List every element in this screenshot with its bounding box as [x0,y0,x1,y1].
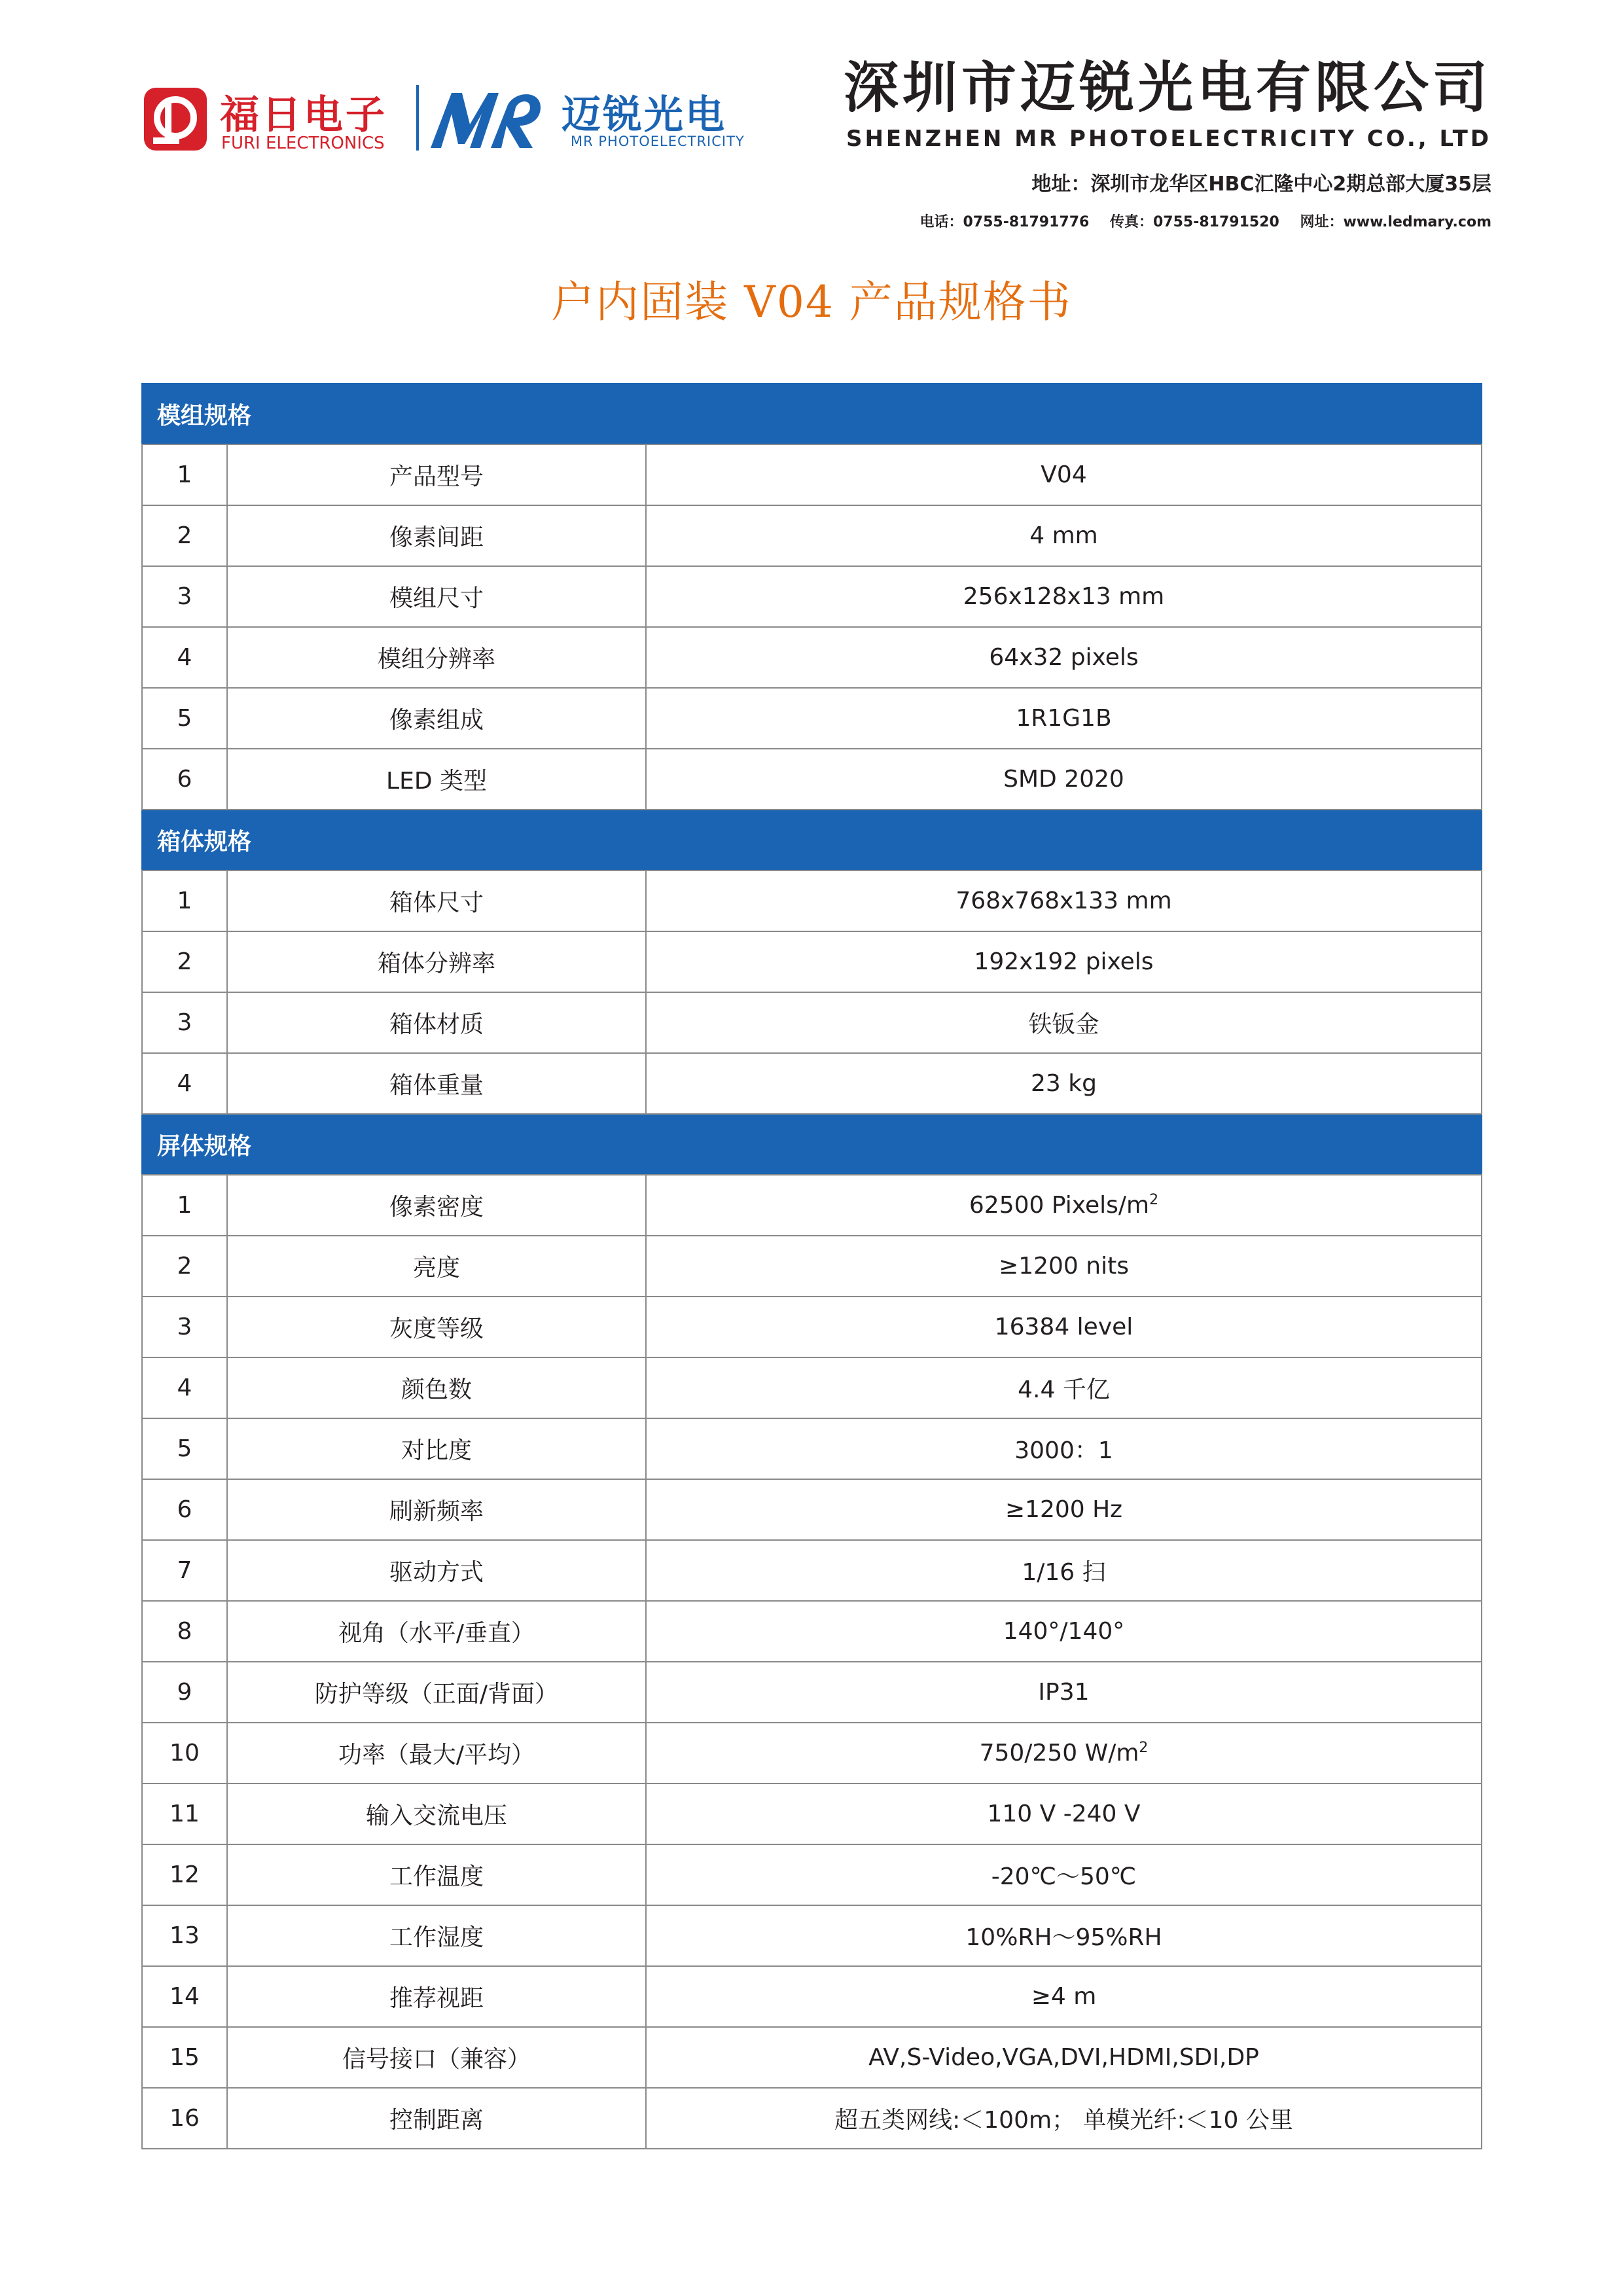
spec-value-cell [646,1479,1482,1540]
spec-value-cell [646,1966,1482,2027]
table-row [142,688,1482,749]
spec-value: 超五类网线:＜100m； 单模光纤:＜10 公里 [834,2107,1293,2134]
table-row [142,1418,1482,1479]
section-heading: 屏体规格 [142,1114,1482,1175]
company-name-en: SHENZHEN MR PHOTOELECTRICITY CO., LTD [846,126,1491,152]
spec-value-cell [646,1175,1482,1236]
table-row [142,1236,1482,1297]
spec-value: SMD 2020 [1003,766,1124,793]
spec-value-cell [646,1723,1482,1784]
company-phone: 电话：0755-81791776 [919,214,1090,230]
spec-value-cell [646,749,1482,810]
table-row [142,444,1482,505]
spec-value: 4.4 千亿 [1018,1376,1110,1403]
spec-value: -20℃～50℃ [991,1863,1137,1890]
furi-logo-cn: 福日电子 [220,92,387,138]
table-row [142,627,1482,688]
table-row [142,1905,1482,1966]
row-number: 8 [142,1601,227,1662]
spec-name: 刷新频率 [227,1479,646,1540]
spec-value-cell [646,992,1482,1053]
logo-divider [416,85,419,151]
row-number: 15 [142,2027,227,2088]
spec-value-cell [646,1357,1482,1418]
spec-value: 铁钣金 [1028,1011,1099,1038]
mr-logo [424,80,751,158]
spec-name: LED 类型 [227,749,646,810]
spec-name: 输入交流电压 [227,1784,646,1844]
table-row [142,1175,1482,1236]
spec-value: 768x768x133 mm [955,888,1172,914]
spec-name: 箱体分辨率 [227,931,646,992]
furi-logo-en: FURI ELECTRONICS [221,134,385,153]
spec-value: 62500 Pixels/m [969,1192,1150,1219]
row-number: 4 [142,627,227,688]
row-number: 2 [142,1236,227,1297]
row-number: 16 [142,2088,227,2149]
spec-name: 防护等级（正面/背面） [227,1662,646,1723]
row-number: 5 [142,688,227,749]
row-number: 4 [142,1053,227,1114]
spec-name: 视角（水平/垂直） [227,1601,646,1662]
table-row [142,1723,1482,1784]
row-number: 9 [142,1662,227,1723]
row-number: 1 [142,870,227,931]
spec-name: 对比度 [227,1418,646,1479]
section-header-row [142,810,1482,870]
spec-value-cell [646,444,1482,505]
spec-name: 控制距离 [227,2088,646,2149]
mr-logo-en: MR PHOTOELECTRICITY [571,134,745,149]
spec-name: 信号接口（兼容） [227,2027,646,2088]
spec-value: ≥1200 Hz [1005,1496,1123,1523]
row-number: 12 [142,1844,227,1905]
row-number: 2 [142,505,227,566]
table-row [142,505,1482,566]
table-row [142,749,1482,810]
spec-value: 110 V -240 V [987,1801,1141,1827]
table-row [142,1844,1482,1905]
company-name-cn: 深圳市迈锐光电有限公司 [843,56,1491,120]
section-header-row [142,1114,1482,1175]
table-row [142,1479,1482,1540]
spec-name: 产品型号 [227,444,646,505]
spec-value: 256x128x13 mm [963,583,1165,610]
spec-value-cell [646,627,1482,688]
row-number: 4 [142,1357,227,1418]
company-fax: 传真：0755-81791520 [1109,214,1279,230]
table-row [142,2088,1482,2149]
table-row [142,2027,1482,2088]
row-number: 3 [142,566,227,627]
spec-name: 箱体尺寸 [227,870,646,931]
company-contact [837,211,1491,231]
spec-value-cell [646,1236,1482,1297]
spec-value-cell [646,870,1482,931]
spec-table-body [142,384,1482,2149]
row-number: 13 [142,1905,227,1966]
spec-value: ≥4 m [1031,1983,1097,2010]
spec-value: 10%RH～95%RH [965,1924,1162,1951]
table-row [142,931,1482,992]
spec-name: 功率（最大/平均） [227,1723,646,1784]
spec-value: ≥1200 nits [999,1253,1129,1280]
row-number: 6 [142,749,227,810]
spec-name: 箱体重量 [227,1053,646,1114]
spec-name: 亮度 [227,1236,646,1297]
row-number: 1 [142,444,227,505]
row-number: 11 [142,1784,227,1844]
row-number: 7 [142,1540,227,1601]
furi-logo-icon [141,85,209,153]
spec-name: 工作温度 [227,1844,646,1905]
row-number: 3 [142,1297,227,1357]
spec-table [141,383,1482,2149]
furi-logo [141,80,419,158]
row-number: 5 [142,1418,227,1479]
document-title: 户内固装 V04 产品规格书 [551,277,1072,327]
table-row [142,1784,1482,1844]
spec-value: 140°/140° [1003,1618,1125,1645]
spec-value: 192x192 pixels [974,948,1154,975]
spec-value: 64x32 pixels [989,644,1139,671]
mr-logo-cn: 迈锐光电 [562,92,726,138]
spec-value-superscript: 2 [1149,1192,1159,1208]
row-number: 3 [142,992,227,1053]
spec-name: 模组尺寸 [227,566,646,627]
row-number: 2 [142,931,227,992]
row-number: 10 [142,1723,227,1784]
section-heading: 箱体规格 [142,810,1482,870]
spec-name: 灰度等级 [227,1297,646,1357]
table-row [142,1357,1482,1418]
table-row [142,1540,1482,1601]
company-info [837,55,1491,231]
spec-value: 23 kg [1031,1070,1097,1097]
spec-value-cell [646,1540,1482,1601]
company-website: 网址：www.ledmary.com [1300,214,1491,230]
spec-value: 4 mm [1029,522,1098,549]
spec-value: 3000：1 [1014,1437,1113,1464]
table-row [142,992,1482,1053]
spec-name: 模组分辨率 [227,627,646,688]
spec-value-cell [646,2088,1482,2149]
spec-name: 颜色数 [227,1357,646,1418]
spec-name: 像素密度 [227,1175,646,1236]
spec-name: 驱动方式 [227,1540,646,1601]
table-row [142,566,1482,627]
row-number: 14 [142,1966,227,2027]
company-address: 地址：深圳市龙华区HBC汇隆中心2期总部大厦35层 [1031,173,1491,196]
spec-value: 1/16 扫 [1022,1559,1106,1586]
spec-value: AV,S-Video,VGA,DVI,HDMI,SDI,DP [868,2044,1259,2071]
section-heading: 模组规格 [142,384,1482,444]
spec-value-cell [646,1844,1482,1905]
spec-value-cell [646,688,1482,749]
table-row [142,1297,1482,1357]
spec-value-cell [646,1784,1482,1844]
spec-value-cell [646,1662,1482,1723]
spec-name: 像素间距 [227,505,646,566]
table-row [142,1966,1482,2027]
spec-name: 推荐视距 [227,1966,646,2027]
spec-value: V04 [1041,461,1087,488]
spec-name: 箱体材质 [227,992,646,1053]
table-row [142,1601,1482,1662]
row-number: 6 [142,1479,227,1540]
table-row [142,1053,1482,1114]
spec-value: 750/250 W/m [979,1740,1139,1767]
spec-value-cell [646,931,1482,992]
spec-value-cell [646,566,1482,627]
spec-value-cell [646,1418,1482,1479]
spec-value-cell [646,2027,1482,2088]
row-number: 1 [142,1175,227,1236]
section-header-row [142,384,1482,444]
spec-value-cell [646,505,1482,566]
spec-value: 1R1G1B [1016,705,1112,732]
spec-value-cell [646,1053,1482,1114]
table-row [142,870,1482,931]
spec-value-cell [646,1297,1482,1357]
spec-value-cell [646,1601,1482,1662]
spec-value-cell [646,1905,1482,1966]
spec-name: 像素组成 [227,688,646,749]
spec-name: 工作湿度 [227,1905,646,1966]
spec-value: 16384 level [994,1314,1133,1340]
spec-value-superscript: 2 [1139,1740,1149,1756]
table-row [142,1662,1482,1723]
spec-value: IP31 [1038,1679,1090,1706]
mr-logo-icon [424,85,548,153]
